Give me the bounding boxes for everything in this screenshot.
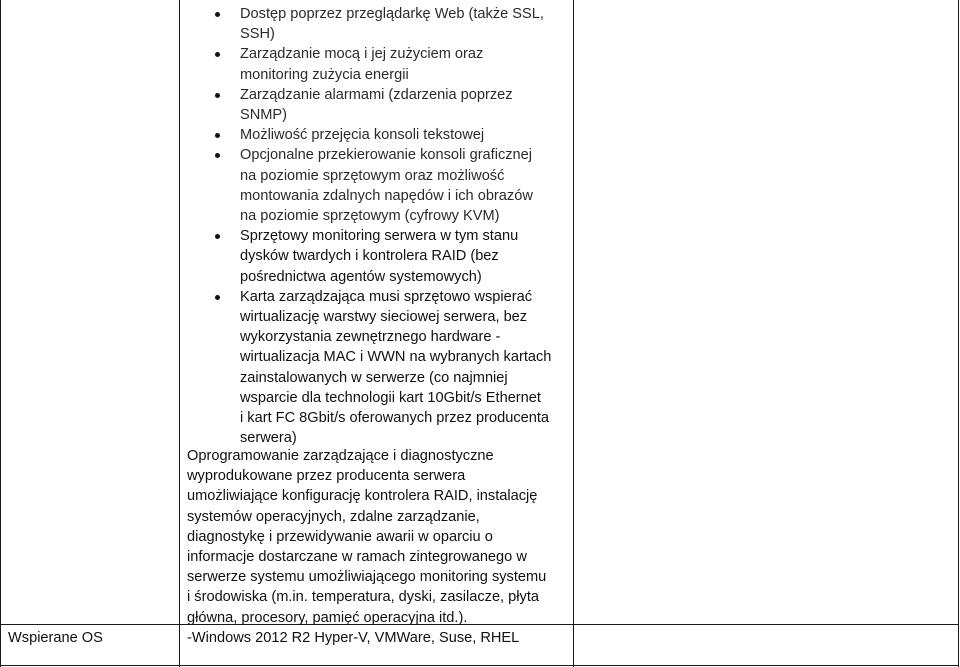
bullet-text-line: i kart FC 8Gbit/s oferowanych przez producenta <box>240 410 550 427</box>
bullet-text-line: SNMP) <box>240 107 288 124</box>
os-value: -Windows 2012 R2 Hyper-V, VMWare, Suse, RHEL <box>187 630 520 646</box>
bullet-text-line: serwera) <box>240 430 297 447</box>
management-software-paragraph <box>187 446 546 628</box>
bullet-dot-icon <box>215 52 220 57</box>
bullet-text-line: Możliwość przejęcia konsoli tekstowej <box>240 127 485 144</box>
bullet-text-line: Opcjonalne przekierowanie konsoli graficznej <box>240 147 533 164</box>
paragraph-line: Oprogramowanie zarządzające i diagnostyczne <box>187 448 494 464</box>
bullet-dot-icon <box>215 93 220 98</box>
bullet-text-line: na poziomie sprzętowym (cyfrowy KVM) <box>240 208 500 225</box>
bullet-item <box>186 226 566 287</box>
table-border-bottom <box>0 665 959 666</box>
bullet-text-line: pośrednictwa agentów systemowych) <box>240 268 482 285</box>
bullet-text-line: Dostęp poprzez przeglądarkę Web (także SSL, <box>240 6 544 22</box>
bullet-item <box>186 44 566 84</box>
paragraph-line: systemów operacyjnych, zdalne zarządzanie, <box>187 508 480 525</box>
bullet-text-line: Zarządzanie mocą i jej zużyciem oraz <box>240 46 484 63</box>
bullet-item <box>186 4 566 44</box>
paragraph-line: wyprodukowane przez producenta serwera <box>187 468 466 485</box>
bullet-text-line: Zarządzanie alarmami (zdarzenia poprzez <box>240 86 513 103</box>
paragraph-line: serwerze systemu umożliwiającego monitoring systemu <box>187 569 547 586</box>
bullet-dot-icon <box>215 234 220 239</box>
bullet-dot-icon <box>215 133 220 138</box>
bullet-text-line: Sprzętowy monitoring serwera w tym stanu <box>240 228 519 245</box>
bullet-dot-icon <box>215 12 220 17</box>
paragraph-line: informacje dostarczane w ramach zintegrowanego w <box>187 549 527 566</box>
paragraph-line: diagnostykę i przewidywanie awarii w oparciu o <box>187 528 493 545</box>
bullet-item <box>186 145 566 226</box>
bullet-item <box>186 287 566 449</box>
bullet-text-line: Karta zarządzająca musi sprzętowo wspierać <box>240 288 532 305</box>
bullet-text-line: na poziomie sprzętowym oraz możliwość <box>240 167 505 184</box>
bullet-text-line: wirtualizację warstwy sieciowej serwera, bez <box>240 309 528 326</box>
bullet-item <box>186 125 566 145</box>
bullet-text-line: montowania zdalnych napędów i ich obrazów <box>240 187 533 204</box>
bullet-item <box>186 85 566 125</box>
bullet-dot-icon <box>215 295 220 300</box>
paragraph-line: i środowiska (m.in. temperatura, dyski, zasilacze, płyta <box>187 589 539 606</box>
bullet-text-line: zainstalowanych w serwerze (co najmniej <box>240 369 508 386</box>
feature-bullet-list <box>186 4 566 448</box>
bullet-dot-icon <box>215 153 220 158</box>
bullet-text-line: dysków twardych i kontrolera RAID (bez <box>240 248 499 265</box>
paragraph-line: umożliwiające konfigurację kontrolera RAID, instalację <box>187 488 538 505</box>
bullet-text-line: wykorzystania zewnętrznego hardware - <box>240 329 501 346</box>
paragraph-line: główna, procesory, pamięć operacyjna itd.). <box>187 609 468 626</box>
bullet-text-line: wirtualizacja MAC i WWN na wybranych kartach <box>240 349 552 366</box>
bullet-text-line: SSH) <box>240 26 275 43</box>
table-border-col1 <box>179 0 180 667</box>
table-border-left <box>0 0 1 667</box>
os-label: Wspierane OS <box>8 630 103 646</box>
table-border-right <box>958 0 959 667</box>
bullet-text-line: monitoring zużycia energii <box>240 66 409 83</box>
bullet-text-line: wsparcie dla technologii kart 10Gbit/s Ethernet <box>240 389 541 406</box>
table-border-col2 <box>573 0 574 667</box>
